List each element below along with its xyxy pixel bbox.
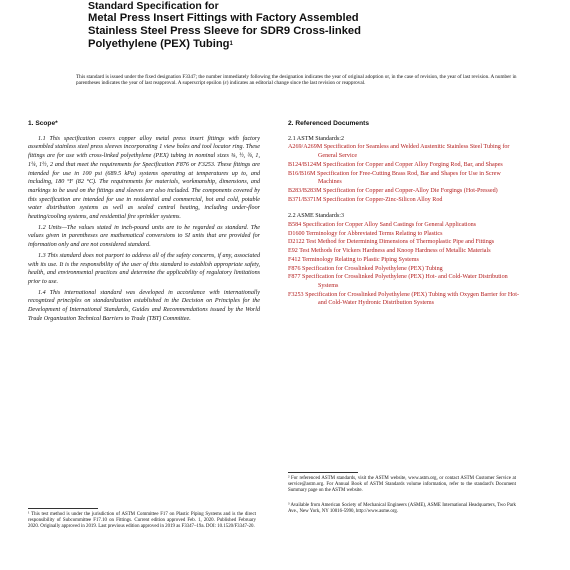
reference-item [288, 265, 520, 274]
reference-title: Specification for Copper-Zinc-Silicon Alloy Rod [321, 196, 443, 203]
scope-paragraph-1-2: 1.2 Units—The values stated in inch-pound units are to be regarded as standard. The values given in parentheses are mathematical conversions to SI units that are provided for information only and are not considered standard. [28, 224, 260, 249]
astm-standards-heading [288, 135, 520, 144]
right-column [288, 120, 520, 308]
scope-heading: 1. Scope* [28, 120, 58, 127]
reference-code-link[interactable]: F3253 [288, 291, 304, 298]
reference-item [288, 238, 520, 247]
reference-title: Specification for Crosslinked Polyethylene (PEX) Tubing [300, 265, 443, 272]
reference-title: Specification for Copper and Copper-Alloy Die Forgings (Hot-Pressed) [321, 187, 498, 194]
scope-paragraph-1-4: 1.4 This international standard was developed in accordance with internationally recognized principles on standardization established in the Decision on Principles for the Development of International Standards, Guides and Recommendations issued by the World Trade Organization Technical Barriers to Trade (TBT) Committee. [28, 289, 260, 322]
reference-item [288, 196, 520, 205]
reference-item [288, 247, 520, 256]
reference-title: Terminology for Abbreviated Terms Relating to Plastics [304, 230, 443, 237]
reference-title: Terminology Relating to Plastic Piping Systems [300, 256, 419, 263]
reference-title: Specification for Copper and Copper Alloy Forging Rod, Bar, and Shapes [321, 161, 503, 168]
asme-footnote-marker: 3 [340, 213, 344, 220]
reference-title: Specification for Copper Alloy Sand Castings for General Applications [301, 222, 477, 229]
left-footnote-rule [28, 508, 98, 509]
reference-title: Specification for Seamless and Welded Austenitic Stainless Steel Tubing for General Service [318, 144, 510, 160]
asme-standards-heading [288, 212, 520, 221]
reference-code-link[interactable]: B124/B124M [288, 161, 322, 168]
asme-standards-label: 2.2 ASME Standards: [288, 213, 341, 220]
title-line-2: Stainless Steel Press Sleeve for SDR9 Cross-linked [88, 24, 361, 37]
reference-title: Test Methods for Vickers Hardness and Knoop Hardness of Metallic Materials [297, 248, 491, 255]
reference-title: Specification for Crosslinked Polyethylene (PEX) Tubing with Oxygen Barrier for Hot- and Cold-Water Hydronic Distribution Systems [303, 291, 520, 307]
right-footnote-3: ³ Available from American Society of Mechanical Engineers (ASME), ASME International Headquarters, Two Park Ave., New York, NY 10016-5990, http://www.asme.org. [288, 503, 516, 514]
reference-item [288, 170, 520, 187]
reference-title: Test Method for Determining Dimensions of Thermoplastic Pipe and Fittings [304, 239, 495, 246]
reference-item [288, 256, 520, 265]
reference-item [288, 143, 520, 160]
astm-reference-list [288, 143, 520, 204]
scope-paragraph-1-3: 1.3 This standard does not purport to address all of the safety concerns, if any, associated with its use. It is the responsibility of the user of this standard to establish appropriate safety, health, and environmental practices and determine the applicability of regulatory limitations prior to use. [28, 252, 260, 285]
astm-standards-label: 2.1 ASTM Standards: [288, 135, 341, 142]
reference-item [288, 221, 520, 230]
reference-code-link[interactable]: F876 [288, 265, 301, 272]
left-column [28, 120, 260, 325]
right-footnote-2: ² For referenced ASTM standards, visit the ASTM website, www.astm.org, or contact ASTM Customer Service at service@astm.org. For Annual Book of ASTM Standards volume information, refer to the standard's Document Summary page on the ASTM website. [288, 476, 516, 493]
reference-code-link[interactable]: B371/B371M [288, 196, 322, 203]
standard-label: Standard Specification for [88, 0, 219, 12]
left-footnote: ¹ This test method is under the jurisdiction of ASTM Committee F17 on Plastic Piping Systems and is the direct responsibility of Subcommittee F17.10 on Fittings. Current edition approved Feb. 1, 2020. Published February 2020. Originally approved in 2019. Last previous edition approved in 2019 as F3347–19a. DOI: 10.1520/F3347-20. [28, 512, 256, 529]
referenced-documents-heading: 2. Referenced Documents [288, 120, 369, 127]
scope-paragraph-1-1: 1.1 This specification covers copper alloy metal press insert fittings with factory assembled stainless steel press sleeves incorporating 1 view holes and tool locator ring. These fittings are for use with cross-linked polyethylene (PEX) tubing in nominal sizes ⅜, ½, ¾, 1, 1¼, 1½, 2 and that meet the requirements for Specification F876 or F3253. These fittings are intended for use in 100 psi (689.5 kPa) systems operating at temperatures up to, and including, 180 °F (82 °C). The requirements for materials, workmanship, dimensions, and markings to be used on the fittings and sleeves are also included. The components covered by this specification are intended for use in residential and commercial, hot and cold, potable water distribution systems as well as sealed central heating, including under-floor heating/cooling systems, and residential fire sprinkler systems. [28, 135, 260, 221]
reference-item [288, 291, 520, 308]
asme-reference-list [288, 221, 520, 308]
reference-code-link[interactable]: B584 [288, 222, 302, 229]
reference-item [288, 230, 520, 239]
reference-code-link[interactable]: A269/A269M [288, 144, 323, 151]
right-footnote-rule [288, 472, 358, 473]
reference-code-link[interactable]: F412 [288, 256, 301, 263]
reference-code-link[interactable]: B283/B283M [288, 187, 322, 194]
designation-preamble: This standard is issued under the fixed designation F3347; the number immediately following the designation indicates the year of original adoption or, in the case of revision, the year of last revision. A number in parentheses indicates the year of last reapproval. A superscript epsilon (ε) indicates an editorial change since the last revision or reapproval. [76, 74, 517, 87]
reference-code-link[interactable]: E92 [288, 248, 298, 255]
reference-title: Specification for Free-Cutting Brass Rod, Bar and Shapes for Use in Screw Machines [315, 170, 501, 186]
reference-title: Specification for Crosslinked Polyethylene (PEX) Hot- and Cold-Water Distribution Systems [300, 274, 508, 289]
reference-item [288, 187, 520, 196]
document-header [88, 0, 528, 50]
astm-footnote-marker: 2 [340, 135, 344, 142]
reference-code-link[interactable]: B16/B16M [288, 170, 316, 177]
reference-item [288, 273, 520, 290]
title-line-1: Metal Press Insert Fittings with Factory Assembled [88, 12, 359, 24]
title-footnote-marker: 1 [229, 40, 233, 47]
reference-code-link[interactable]: D2122 [288, 239, 305, 246]
reference-item [288, 161, 520, 170]
title-line-3-text: Polyethylene (PEX) Tubing [88, 37, 230, 50]
reference-code-link[interactable]: D1600 [288, 230, 305, 237]
reference-code-link[interactable]: F877 [288, 274, 301, 281]
title-line-3 [88, 38, 528, 51]
